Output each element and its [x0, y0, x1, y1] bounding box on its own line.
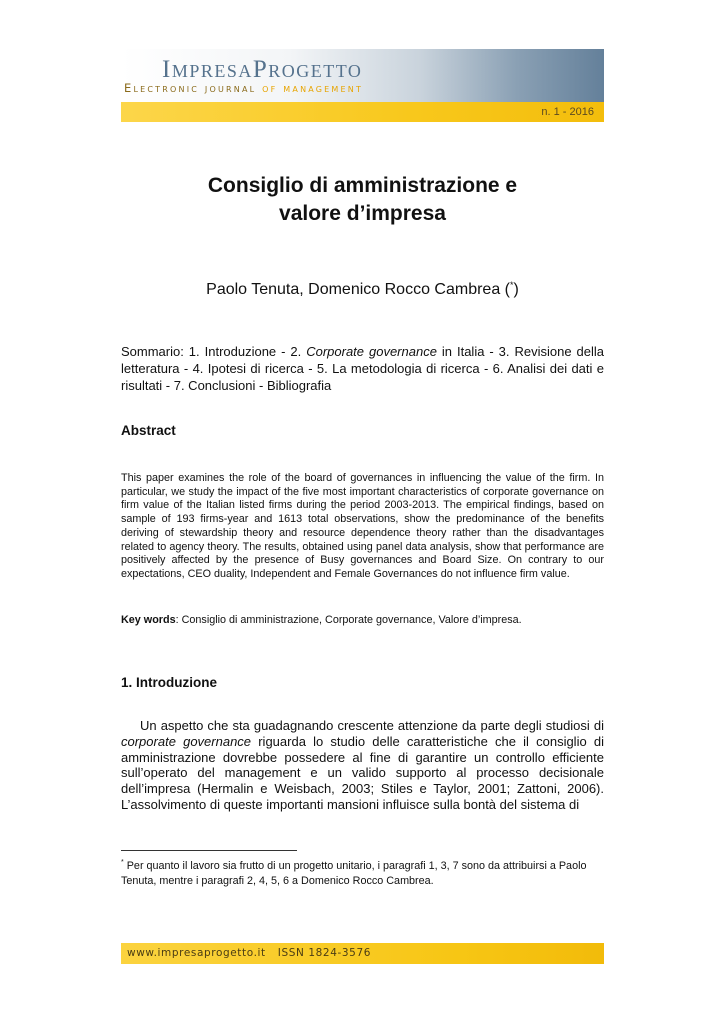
journal-banner: [121, 49, 604, 102]
keywords-text: : Consiglio di amministrazione, Corporate governance, Valore d’impresa.: [175, 614, 522, 626]
footer-bar: [121, 943, 604, 964]
footnote-divider: [121, 850, 297, 851]
title-line2: valore d’impresa: [279, 202, 446, 225]
sommario: [121, 343, 604, 394]
authors-paren-close: ): [513, 281, 519, 298]
intro-part2: riguarda lo studio delle caratteristiche che il consiglio di amministrazione dovrebbe possedere al fine di garantire un controllo efficiente sull’operato del management e un valido supporto al processo decisionale dell’impresa (Hermalin e Weisbach, 2003; Stiles e Taylor, 2001; Zattoni, 2006). L’assolvimento di queste importanti mansioni influisce sulla bontà del sistema di: [121, 733, 604, 812]
sommario-part2: in Italia - 3. Revisione della letteratura - 4. Ipotesi di ricerca - 5. La metodologia di ricerca - 6. Analisi dei dati e risultati - 7. Conclusioni - Bibliografia: [121, 344, 604, 393]
journal-logo-subtitle: [124, 83, 363, 95]
subtitle-part2: of management: [256, 81, 364, 95]
footer-issn: ISSN 1824-3576: [277, 947, 372, 959]
journal-logo-title: ImpresaProgetto: [162, 56, 363, 83]
sommario-italic: Corporate governance: [306, 344, 437, 359]
footer-text: [127, 947, 371, 959]
abstract-heading: Abstract: [121, 423, 176, 438]
article-title: [121, 172, 604, 228]
keywords-label: Key words: [121, 614, 176, 626]
abstract-text: This paper examines the role of the board of governances in influencing the value of the firm. In particular, we study the impact of the five most important characteristics of corporate governance on firm value of the Italian listed firms during the period 2003-2013. The empirical findings, based on sample of 193 firms-year and 1613 total observations, show the predominance of the benefits deriving of stewardship theory and resource dependence theory rather than the disadvantages related to agency theory. The results, obtained using panel data analysis, show that performance are positively affected by the presence of Busy governances and Board Size. On contrary to our expectations, CEO duality, Independent and Female Governances do not influence firm value.: [121, 472, 604, 580]
footnote: [121, 855, 604, 889]
subtitle-part1: Electronic journal: [124, 81, 257, 95]
authors-footnote-mark: *: [510, 280, 514, 290]
footnote-text: Per quanto il lavoro sia frutto di un progetto unitario, i paragrafi 1, 3, 7 sono da attribuirsi a Paolo Tenuta, mentre i paragrafi 2, 4, 5, 6 a Domenico Rocco Cambrea.: [121, 860, 587, 887]
authors: [121, 280, 604, 299]
footnote-mark: *: [121, 859, 124, 866]
issue-bar: [121, 102, 604, 122]
issue-number: n. 1 - 2016: [541, 106, 594, 118]
intro-part1: Un aspetto che sta guadagnando crescente attenzione da parte degli studiosi di: [140, 718, 604, 733]
sommario-part1: Sommario: 1. Introduzione - 2.: [121, 344, 307, 359]
title-line1: Consiglio di amministrazione e: [207, 174, 518, 197]
footer-url[interactable]: www.impresaprogetto.it: [127, 947, 266, 959]
keywords: [121, 613, 604, 627]
intro-italic: corporate governance: [121, 733, 252, 749]
section-1-paragraph: [121, 718, 604, 813]
section-1-heading: 1. Introduzione: [121, 675, 217, 690]
authors-names: Paolo Tenuta, Domenico Rocco Cambrea (: [206, 281, 510, 298]
